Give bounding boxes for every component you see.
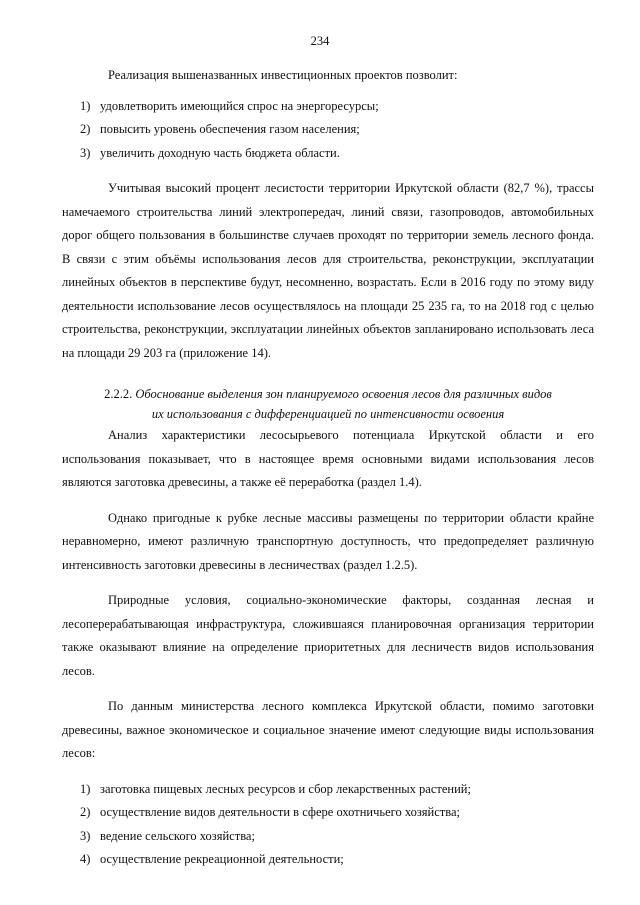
intro-paragraph: Реализация вышеназванных инвестиционных проектов позволит: <box>108 68 458 82</box>
list-item <box>62 801 594 825</box>
benefits-list <box>62 95 594 166</box>
list-item-text: повысить уровень обеспечения газом населения; <box>100 122 360 136</box>
list-item-number: 1) <box>80 781 91 796</box>
distribution-paragraph: Однако пригодные к рубке лесные массивы размещены по территории области крайне неравномерно, имеют различную транспортную доступность, что предопределяет различную интенсивность заготовки древесины в лесничествах (раздел 1.2.5). <box>62 510 594 572</box>
list-item-text: удовлетворить имеющийся спрос на энергоресурсы; <box>100 98 379 113</box>
list-item <box>62 142 594 166</box>
list-item-number: 2) <box>80 122 91 136</box>
conditions-paragraph: Природные условия, социально-экономические факторы, созданная лесная и лесоперерабатывающая инфраструктура, сложившаяся планировочная организация территории также оказывают влияние на определение приоритетных для лесничеств видов использования лесов. <box>62 593 594 678</box>
page-number: 234 <box>310 34 330 48</box>
list-item-number: 4) <box>80 852 91 866</box>
ministry-paragraph: По данным министерства лесного комплекса Иркутской области, помимо заготовки древесины, важное экономическое и социальное значение имеют следующие виды использования лесов: <box>62 699 594 760</box>
list-item-text: осуществление рекреационной деятельности; <box>100 852 344 866</box>
list-item <box>62 118 594 142</box>
document-body <box>62 64 594 872</box>
list-item <box>62 848 594 872</box>
section-title-line2: их использования с дифференциацией по интенсивности освоения <box>151 407 505 421</box>
section-title-line1: Обоснование выделения зон планируемого освоения лесов для различных видов <box>135 387 552 401</box>
forest-uses-list <box>62 778 594 872</box>
list-item <box>62 825 594 849</box>
forest-coverage-paragraph: Учитывая высокий процент лесистости территории Иркутской области (82,7 %), трассы намечаемого строительства линий электропередач, линий связи, газопроводов, автомобильных дорог общего пользования в большинстве случаев проходят по территории земель лесного фонда. В связи с этим объёмы использования лесов для строительства, реконструкции, эксплуатации линейных объектов в перспективе будут, несомненно, возрастать. Если в 2016 году по этому виду деятельности использование лесов осуществлялось на площади 25 235 га, то на 2018 год с целью строительства, реконструкции, эксплуатации линейных объектов запланировано использовать леса на площади 29 203 га (приложение 14). <box>62 181 594 360</box>
list-item-text: ведение сельского хозяйства; <box>100 828 255 843</box>
list-item-text: увеличить доходную часть бюджета области. <box>100 145 340 160</box>
list-item-number: 2) <box>80 805 91 819</box>
section-number: 2.2.2. <box>104 387 133 401</box>
list-item-text: заготовка пищевых лесных ресурсов и сбор лекарственных растений; <box>100 781 471 796</box>
analysis-paragraph: Анализ характеристики лесосырьевого потенциала Иркутской области и его использования показывает, что в настоящее время основными видами использования лесов являются заготовка древесины, а также её переработка (раздел 1.4). <box>62 428 594 489</box>
list-item-number: 1) <box>80 98 91 113</box>
list-item-number: 3) <box>80 145 91 160</box>
list-item-text: осуществление видов деятельности в сфере охотничьего хозяйства; <box>100 805 461 819</box>
list-item <box>62 778 594 802</box>
section-heading <box>62 384 594 424</box>
list-item <box>62 95 594 119</box>
list-item-number: 3) <box>80 828 91 843</box>
